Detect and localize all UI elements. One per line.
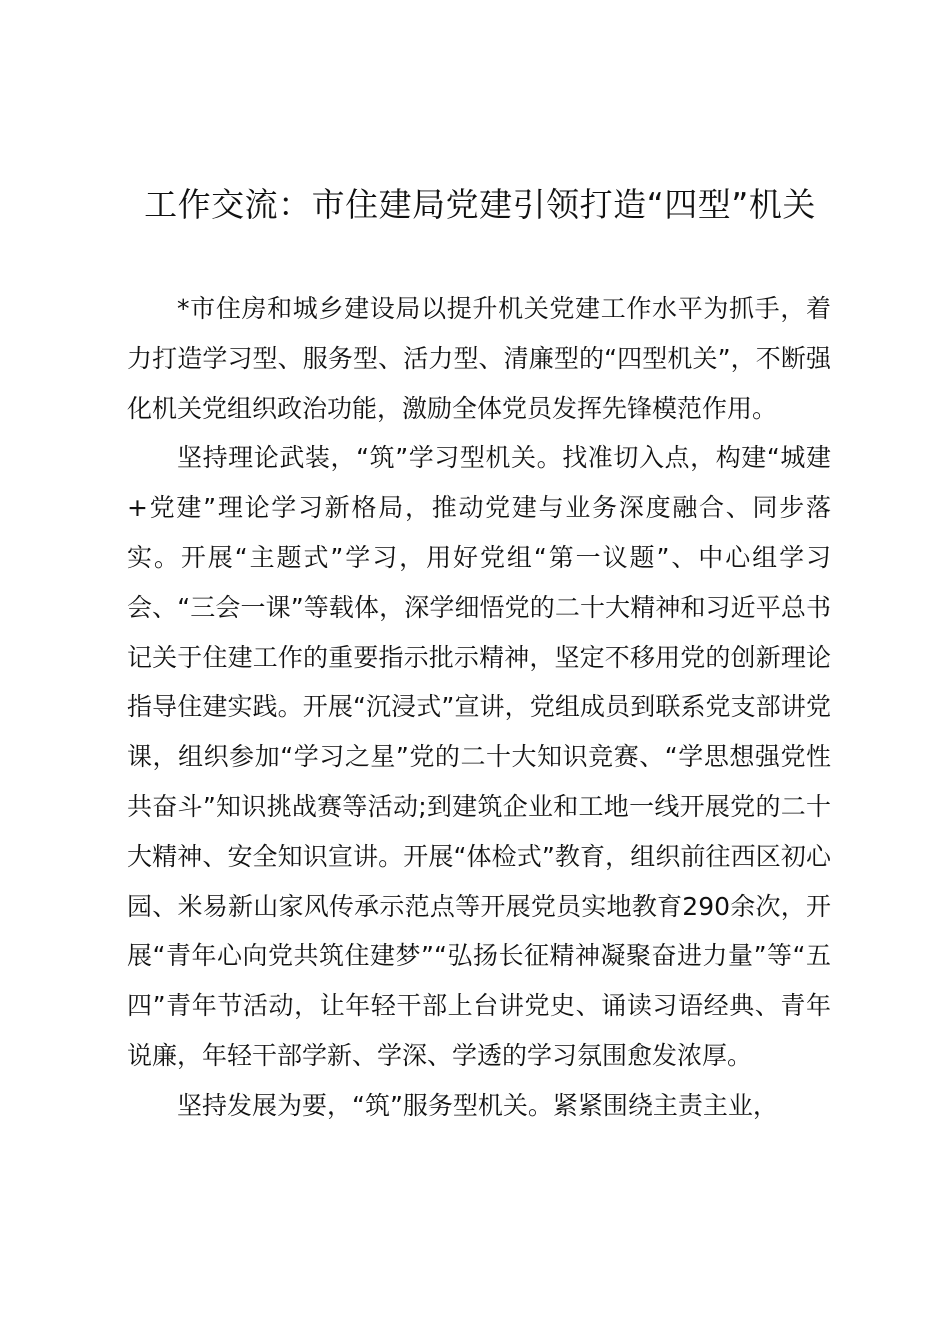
document-body <box>127 284 831 1131</box>
paragraph-intro: *市住房和城乡建设局以提升机关党建工作水平为抓手，着力打造学习型、服务型、活力型、清廉型的“四型机关”，不断强化机关党组织政治功能，激励全体党员发挥先锋模范作用。 <box>127 294 831 423</box>
document-title: 工作交流：市住建局党建引领打造“四型”机关 <box>144 185 816 224</box>
paragraph-learning-organ: 坚持理论武装，“筑”学习型机关。找准切入点，构建“城建+党建”理论学习新格局，推动党建与业务深度融合、同步落实。开展“主题式”学习，用好党组“第一议题”、中心组学习会、“三会一课”等载体，深学细悟党的二十大精神和习近平总书记关于住建工作的重要指示批示精神，坚定不移用党的创新理论指导住建实践。开展“沉浸式”宣讲，党组成员到联系党支部讲党课，组织参加“学习之星”党的二十大知识竞赛、“学思想强党性共奋斗”知识挑战赛等活动;到建筑企业和工地一线开展党的二十大精神、安全知识宣讲。开展“体检式”教育，组织前往西区初心园、米易新山家风传承示范点等开展党员实地教育290余次，开展“青年心向党共筑住建梦”“弘扬长征精神凝聚奋进力量”等“五四”青年节活动，让年轻干部上台讲党史、诵读习语经典、青年说廉，年轻干部学新、学深、学透的学习氛围愈发浓厚。 <box>127 443 831 1070</box>
paragraph-service-organ: 坚持发展为要，“筑”服务型机关。紧紧围绕主责主业， <box>177 1090 778 1120</box>
